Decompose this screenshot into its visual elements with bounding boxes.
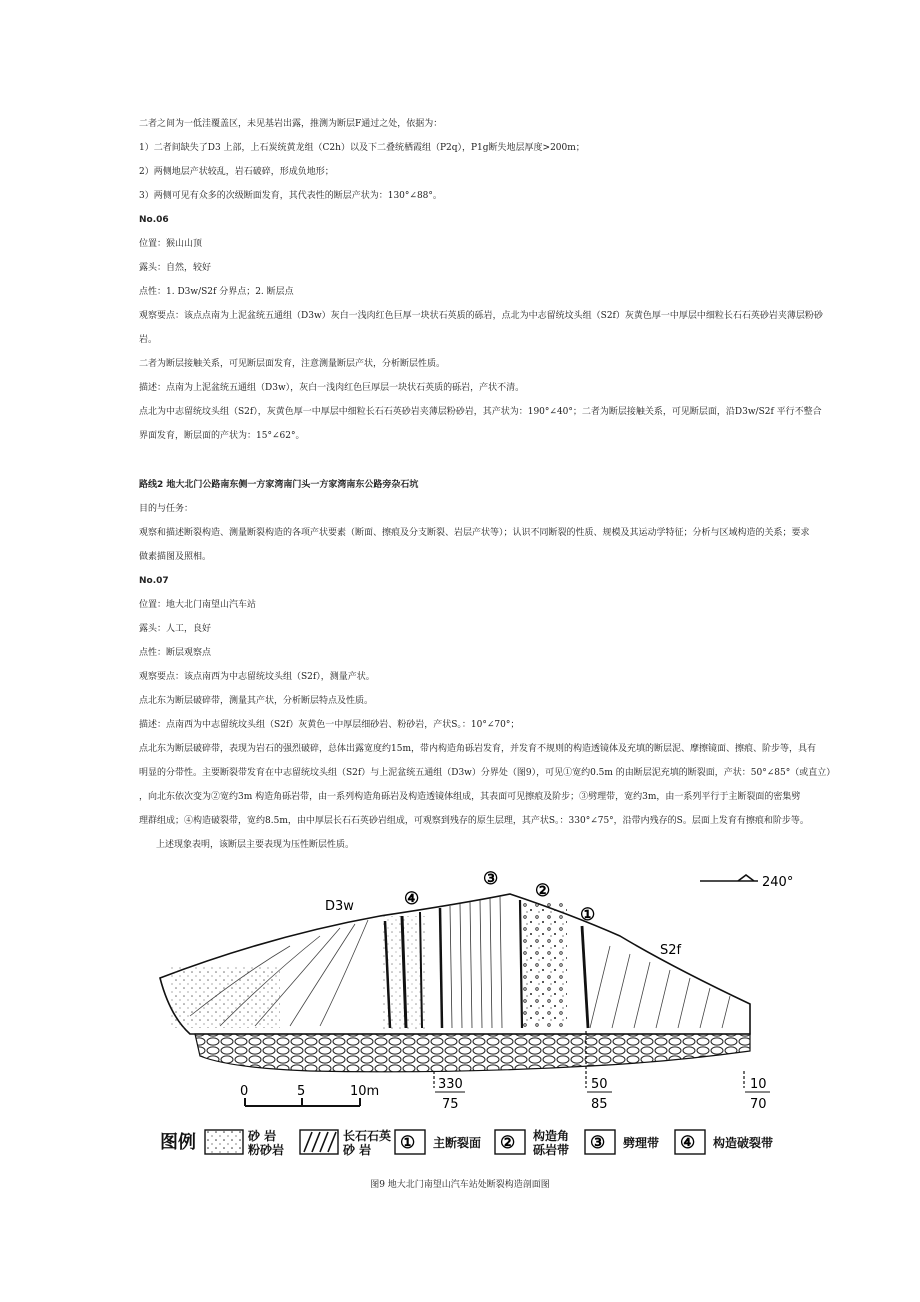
station-heading: No.06 [139,215,169,225]
paragraph: 3）两侧可见有众多的次级断面发育，其代表性的断层产状为：130°∠88°。 [139,191,442,201]
paragraph: 明显的分带性。主要断裂带发育在中志留统坟头组（S2f）与上泥盆统五通组（D3w）分界处（图9），可见①宽约0.5m 的由断层泥充填的断裂面，产状：50°∠85°（或直立） [139,768,836,778]
paragraph: 观察要点：该点点南为上泥盆统五通组（D3w）灰白一浅肉红色巨厚一块状石英质的砾岩，点北为中志留统坟头组（S2f）灰黄色厚一中厚层中细粒长石石英砂岩夹薄层粉砂 [139,311,823,321]
scale-bar [240,1084,379,1106]
figure-caption: 图9 地大北门南望山汽车站处断裂构造剖面图 [370,1180,550,1190]
legend-arkose-line1: 长石石英 [343,1129,392,1143]
legend-symbol: ④ [680,1133,696,1153]
paragraph: 做素描图及照相。 [139,552,212,562]
paragraph: 1）二者间缺失了D3 上部，上石炭统黄龙组（C2h）以及下二叠统栖霞组（P2q），P1g断失地层厚度>200m； [139,143,585,153]
paragraph: 露头：人工，良好 [139,624,212,634]
attitude-strike: 10 [750,1077,767,1092]
station-heading: No.07 [139,576,169,586]
paragraph: 界面发育，断层面的产状为：15°∠62°。 [139,431,305,441]
zone-1-marker: ① [580,905,596,925]
paragraph: 点北为中志留统坟头组（S2f），灰黄色厚一中厚层中细粒长石石英砂岩夹薄层粉砂岩，其产状为：190°∠40°；二者为断层接触关系，可见断层面，沿D3w/S2f 平行不整合 [139,407,822,417]
paragraph: 位置：猴山山顶 [139,239,203,249]
attitude-dip: 85 [591,1097,608,1112]
direction-label: 240° [762,875,794,890]
paragraph: 点北东为断层破碎带，测量其产状，分析断层特点及性质。 [139,696,374,706]
paragraph: 点北东为断层破碎带，表现为岩石的强烈破碎，总体出露宽度约15m，带内构造角砾岩发育，并发育不规则的构造透镜体及充填的断层泥、摩擦镜面、擦痕、阶步等，具有 [139,744,816,754]
legend-symbol: ① [400,1133,416,1153]
figure-legend [160,1128,773,1157]
zone-2-marker: ② [535,881,551,901]
attitude-strike: 50 [591,1077,608,1092]
attitude-dip: 75 [442,1097,459,1112]
legend-arkose-line2: 砂 岩 [343,1143,372,1157]
paragraph: 观察和描述断裂构造、测量断裂构造的各项产状要素（断面、擦痕及分支断裂、岩层产状等）；认识不同断裂的性质、规模及其运动学特征；分析与区域构造的关系；要求 [139,528,810,538]
attitude-dip: 70 [750,1097,767,1112]
scale-tick-10m: 10m [350,1084,380,1099]
paragraph: 二者为断层接触关系，可见断层面发育，注意测量断层产状，分析断层性质。 [139,359,446,369]
paragraph: 理群组成；④构造破裂带，宽约8.5m，由中厚层长石石英砂岩组成，可观察到残存的原生层理，其产状S。：330°∠75°，沿带内残存的S。层面上发育有擦痕和阶步等。 [139,816,809,826]
legend-breccia-line2: 砾岩带 [533,1143,570,1157]
unit-label-s2f: S2f [660,943,682,958]
attitude-marker [434,1071,465,1112]
hill-profile [160,894,750,1072]
legend-symbol: ② [500,1133,516,1153]
legend-main-fault-label: 主断裂面 [433,1136,482,1150]
legend-sandstone-line1: 砂 岩 [248,1129,277,1143]
attitude-strike: 330 [438,1077,463,1092]
legend-breccia-line1: 构造角 [533,1129,570,1143]
fault-cross-section-figure [150,866,800,1166]
paragraph: 目的与任务： [139,504,194,514]
paragraph: 点性：1. D3w/S2f 分界点；2. 断层点 [139,287,294,297]
zone-3-marker: ③ [483,869,499,889]
scale-tick-5: 5 [297,1084,306,1099]
paragraph: 位置：地大北门南望山汽车站 [139,600,257,610]
zone-4-marker: ④ [404,889,420,909]
paragraph: 露头：自然，较好 [139,263,212,273]
legend-fracture-label: 构造破裂带 [713,1136,774,1150]
route-heading: 路线2 地大北门公路南东侧一方家湾南门头一方家湾南东公路旁杂石坑 [139,480,419,490]
legend-symbol: ③ [590,1133,606,1153]
sandstone-swatch [205,1130,243,1154]
paragraph: 岩。 [139,335,158,345]
scale-tick-0: 0 [240,1084,249,1099]
direction-indicator [700,875,793,890]
paragraph: 2）两侧地层产状较乱，岩石破碎，形成负地形； [139,167,334,177]
attitude-marker [744,1071,770,1112]
legend-sandstone-line2: 粉砂岩 [248,1143,285,1157]
paragraph: ，向北东依次变为②宽约3m 构造角砾岩带，由一系列构造角砾岩及构造透镜体组成，其表面可见擦痕及阶步；③劈理带，宽约3m，由一系列平行于主断裂面的密集劈 [139,792,801,802]
unit-label-d3w: D3w [325,899,354,914]
paragraph: 点性：断层观察点 [139,648,212,658]
paragraph: 二者之间为一低洼覆盖区，未见基岩出露，推测为断层F通过之处，依据为： [139,119,443,129]
paragraph: 描述：点南为上泥盆统五通组（D3w），灰白一浅肉红色巨厚层一块状石英质的砾岩，产状不清。 [139,383,525,393]
legend-title: 图例 [160,1132,196,1153]
paragraph: 描述：点南西为中志留统坟头组（S2f）灰黄色一中厚层细砂岩、粉砂岩，产状S。：10°∠70°； [139,720,520,730]
paragraph: 观察要点：该点南西为中志留统坟头组（S2f），测量产状。 [139,672,375,682]
paragraph: 上述现象表明，该断层主要表现为压性断层性质。 [156,840,355,850]
legend-cleavage-label: 劈理带 [623,1136,660,1150]
